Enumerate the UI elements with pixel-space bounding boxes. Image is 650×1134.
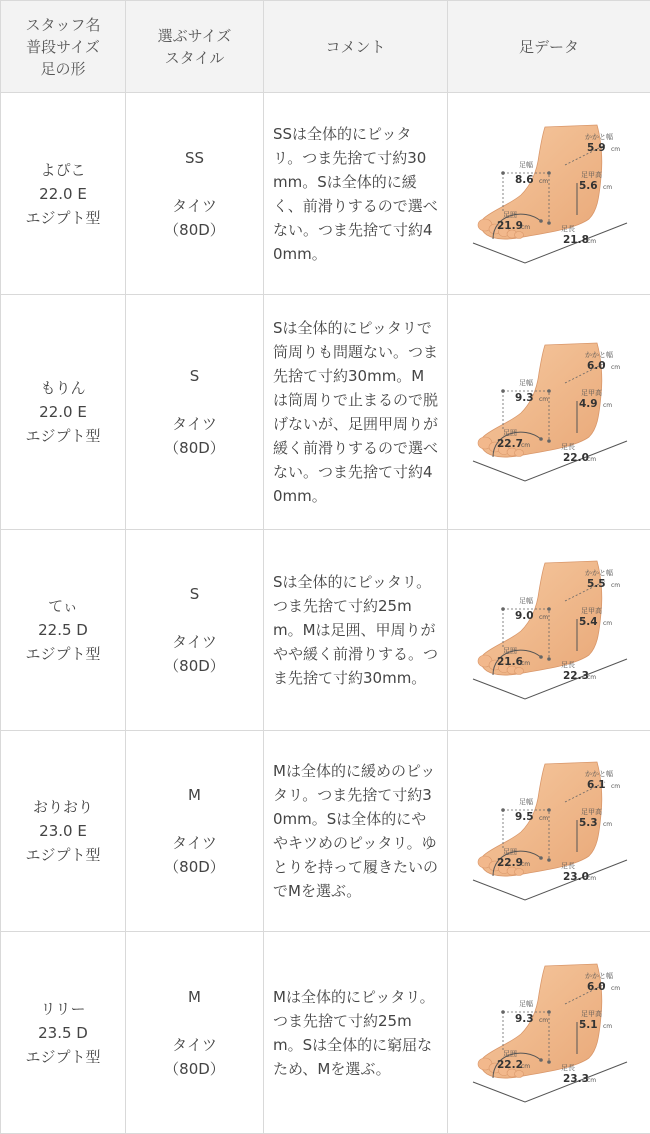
width-label: 足幅 [519,797,533,806]
staff-cell [1,932,126,1134]
guide-dot-3 [547,858,551,862]
heel-value: 6.1 [587,779,606,791]
table-row-1 [1,93,650,295]
guide-dot-4 [539,1058,543,1062]
instep-unit: cm [603,402,612,409]
heel-unit: cm [611,582,620,589]
heel-unit: cm [611,783,620,790]
staff-name: おりおり [1,795,125,819]
heel-value: 6.0 [587,360,606,372]
instep-label: 足甲高 [581,388,602,397]
header-staff-line2: 普段サイズ [1,36,125,58]
guide-dot-1 [501,808,505,812]
width-unit: cm [539,178,548,185]
length-value: 21.8 [563,234,589,246]
girth-unit: cm [521,224,530,231]
width-label: 足幅 [519,160,533,169]
width-value: 9.3 [515,392,534,404]
table-row-4 [1,731,650,932]
guide-dot-4 [539,219,543,223]
staff-cell [1,93,126,295]
header-foot-line1: 足データ [448,36,650,58]
guide-dot-3 [547,657,551,661]
staff-usual-size: 23.0 E [1,819,125,843]
header-size-line2: スタイル [126,47,263,69]
width-unit: cm [539,815,548,822]
foot-illustration [465,119,633,269]
staff-name: てぃ [1,594,125,618]
instep-label: 足甲高 [581,170,602,179]
guide-dot-1 [501,171,505,175]
heel-label: かかと幅 [585,350,613,359]
guide-dot-4 [539,437,543,441]
header-staff-line1: スタッフ名 [1,14,125,36]
girth-label: 足囲 [503,428,517,437]
heel-unit: cm [611,364,620,371]
width-value: 8.6 [515,174,534,186]
girth-label: 足囲 [503,210,517,219]
instep-value: 5.6 [579,180,598,192]
foot-data-cell [448,295,650,530]
staff-foot-shape: エジプト型 [1,424,125,448]
chosen-size: S [126,364,263,388]
comment-text: Sは全体的にピッタリ。つま先捨て寸約25mm。Mは足囲、甲周りがやや緩く前滑りする。つま先捨て寸約30mm。 [273,570,439,690]
staff-foot-shape: エジプト型 [1,206,125,230]
style-label: タイツ [126,831,263,855]
staff-usual-size: 22.5 D [1,618,125,642]
length-label: 足長 [561,442,575,451]
heel-unit: cm [611,146,620,153]
instep-label: 足甲高 [581,1009,602,1018]
toe-5 [515,450,524,457]
chosen-size: M [126,985,263,1009]
girth-unit: cm [521,660,530,667]
heel-label: かかと幅 [585,971,613,980]
table-row-2 [1,295,650,530]
instep-unit: cm [603,821,612,828]
comment-cell [264,530,448,731]
header-size [126,1,264,93]
width-unit: cm [539,1017,548,1024]
comment-text: Sは全体的にピッタリで筒周りも問題ない。つま先捨て寸約30mm。Mは筒周りで止まるので脱げないが、足囲甲周りが緩く前滑りするので選べない。つま先捨て寸約40mm。 [273,316,439,508]
toe-5 [515,668,524,675]
girth-value: 22.2 [497,1059,523,1071]
guide-dot-1 [501,607,505,611]
length-unit: cm [587,674,596,681]
width-label: 足幅 [519,999,533,1008]
instep-value: 5.1 [579,1019,598,1031]
girth-label: 足囲 [503,646,517,655]
size-cell [126,530,264,731]
guide-dot-3 [547,439,551,443]
style-label: タイツ [126,194,263,218]
foot-data-cell [448,932,650,1134]
heel-label: かかと幅 [585,769,613,778]
denier-label: （80D） [126,436,263,460]
comment-cell [264,295,448,530]
toe-5 [515,869,524,876]
heel-label: かかと幅 [585,132,613,141]
width-value: 9.5 [515,811,534,823]
guide-dot-4 [539,856,543,860]
length-value: 23.3 [563,1073,589,1085]
staff-name: もりん [1,376,125,400]
heel-value: 5.5 [587,578,606,590]
foot-illustration [465,337,633,487]
foot-illustration [465,958,633,1108]
guide-dot-1 [501,389,505,393]
style-label: タイツ [126,630,263,654]
girth-value: 22.9 [497,857,523,869]
table-row-5 [1,932,650,1134]
staff-foot-shape: エジプト型 [1,642,125,666]
header-staff-line3: 足の形 [1,58,125,80]
width-value: 9.3 [515,1013,534,1025]
heel-value: 5.9 [587,142,606,154]
staff-cell [1,295,126,530]
length-label: 足長 [561,861,575,870]
length-value: 23.0 [563,871,589,883]
size-cell [126,93,264,295]
denier-label: （80D） [126,855,263,879]
length-value: 22.0 [563,452,589,464]
length-value: 22.3 [563,670,589,682]
length-unit: cm [587,456,596,463]
staff-foot-shape: エジプト型 [1,843,125,867]
denier-label: （80D） [126,1057,263,1081]
instep-value: 5.3 [579,817,598,829]
header-comment-line1: コメント [264,36,447,58]
guide-dot-2 [547,1010,551,1014]
foot-illustration [465,555,633,705]
header-staff [1,1,126,93]
staff-name: リリー [1,997,125,1021]
header-size-line1: 選ぶサイズ [126,25,263,47]
width-unit: cm [539,614,548,621]
style-label: タイツ [126,412,263,436]
staff-usual-size: 22.0 E [1,182,125,206]
girth-value: 21.6 [497,656,523,668]
instep-value: 5.4 [579,616,598,628]
instep-unit: cm [603,184,612,191]
girth-label: 足囲 [503,1049,517,1058]
guide-dot-2 [547,389,551,393]
guide-dot-2 [547,607,551,611]
chosen-size: M [126,783,263,807]
guide-dot-1 [501,1010,505,1014]
comment-cell [264,932,448,1134]
width-value: 9.0 [515,610,534,622]
heel-value: 6.0 [587,981,606,993]
table-row-3 [1,530,650,731]
toe-5 [515,231,524,238]
foot-illustration [465,756,633,906]
width-unit: cm [539,396,548,403]
staff-cell [1,530,126,731]
length-label: 足長 [561,1063,575,1072]
style-label: タイツ [126,1033,263,1057]
staff-name: よぴこ [1,158,125,182]
chosen-size: SS [126,146,263,170]
guide-dot-2 [547,171,551,175]
staff-usual-size: 22.0 E [1,400,125,424]
staff-usual-size: 23.5 D [1,1021,125,1045]
length-label: 足長 [561,660,575,669]
girth-value: 21.9 [497,220,523,232]
instep-label: 足甲高 [581,807,602,816]
comment-text: Mは全体的にピッタリ。つま先捨て寸約25mm。Sは全体的に窮屈なため、Mを選ぶ。 [273,985,439,1081]
foot-data-cell [448,93,650,295]
girth-unit: cm [521,442,530,449]
girth-unit: cm [521,861,530,868]
heel-label: かかと幅 [585,568,613,577]
size-cell [126,932,264,1134]
header-foot-data [448,1,650,93]
length-unit: cm [587,1077,596,1084]
guide-dot-3 [547,1060,551,1064]
comment-text: SSは全体的にピッタリ。つま先捨て寸約30mm。Sは全体的に緩く、前滑りするので選べない。つま先捨て寸約40mm。 [273,122,439,266]
denier-label: （80D） [126,654,263,678]
staff-foot-shape: エジプト型 [1,1045,125,1069]
size-cell [126,295,264,530]
staff-cell [1,731,126,932]
comment-text: Mは全体的に緩めのピッタリ。つま先捨て寸約30mm。Sは全体的にややキツめのピッタリ。ゆとりを持って履きたいのでMを選ぶ。 [273,759,439,903]
instep-unit: cm [603,620,612,627]
guide-dot-2 [547,808,551,812]
chosen-size: S [126,582,263,606]
guide-dot-3 [547,221,551,225]
comment-cell [264,93,448,295]
foot-data-cell [448,731,650,932]
girth-unit: cm [521,1063,530,1070]
toe-5 [515,1070,524,1077]
size-cell [126,731,264,932]
width-label: 足幅 [519,378,533,387]
girth-value: 22.7 [497,438,523,450]
header-comment [264,1,448,93]
comment-cell [264,731,448,932]
instep-label: 足甲高 [581,606,602,615]
length-label: 足長 [561,224,575,233]
heel-unit: cm [611,985,620,992]
denier-label: （80D） [126,218,263,242]
header-row [1,1,650,93]
foot-data-cell [448,530,650,731]
guide-dot-4 [539,655,543,659]
instep-unit: cm [603,1023,612,1030]
length-unit: cm [587,875,596,882]
girth-label: 足囲 [503,847,517,856]
instep-value: 4.9 [579,398,598,410]
length-unit: cm [587,238,596,245]
width-label: 足幅 [519,596,533,605]
